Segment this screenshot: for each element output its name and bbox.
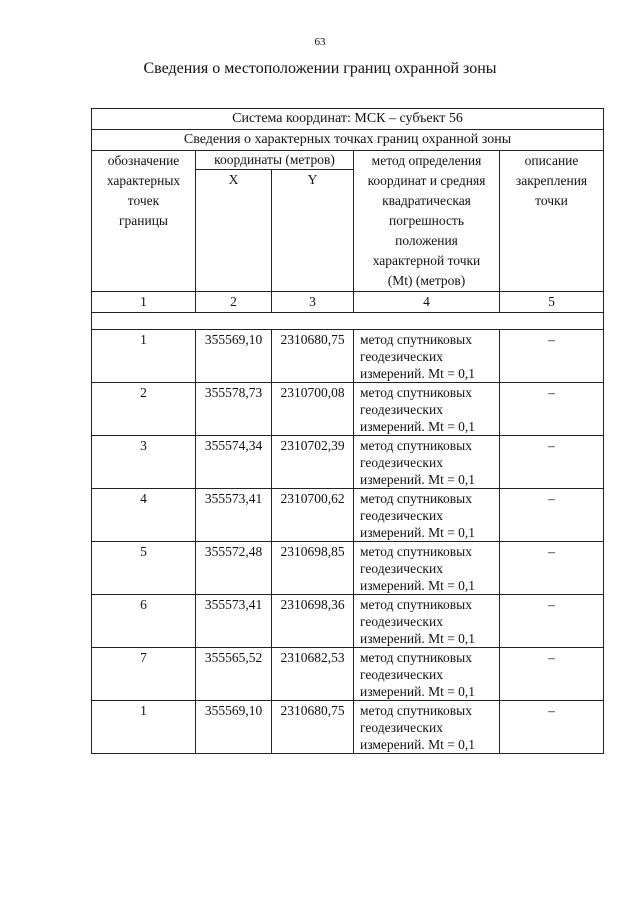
y-coordinate-cell: 2310702,39 — [272, 436, 354, 489]
column-number: 1 — [92, 292, 196, 313]
y-coordinate-cell: 2310698,85 — [272, 542, 354, 595]
y-coordinate-cell: 2310680,75 — [272, 701, 354, 754]
header-designation: обозначение характерных точек границы — [92, 151, 196, 292]
column-numbers-row — [92, 292, 604, 313]
header-method: метод определения координат и средняя квадратическая погрешность положения характерной точки (Mt) (метров) — [354, 151, 500, 292]
y-coordinate-cell: 2310682,53 — [272, 648, 354, 701]
method-cell: метод спутниковых геодезических измерений. Mt = 0,1 — [354, 648, 500, 701]
table-row — [92, 330, 604, 383]
point-number-cell: 7 — [92, 648, 196, 701]
x-coordinate-cell: 355572,48 — [196, 542, 272, 595]
header-y: Y — [272, 170, 354, 292]
spacer-row — [92, 313, 604, 330]
header-description: описание закрепления точки — [500, 151, 604, 292]
method-cell: метод спутниковых геодезических измерений. Mt = 0,1 — [354, 542, 500, 595]
point-number-cell: 3 — [92, 436, 196, 489]
description-cell: – — [500, 648, 604, 701]
x-coordinate-cell: 355573,41 — [196, 595, 272, 648]
document-title: Сведения о местоположении границ охранной зоны — [143, 60, 497, 77]
method-cell: метод спутниковых геодезических измерений. Mt = 0,1 — [354, 330, 500, 383]
section-row — [92, 130, 604, 151]
y-coordinate-cell: 2310698,36 — [272, 595, 354, 648]
x-coordinate-cell: 355574,34 — [196, 436, 272, 489]
point-number-cell: 4 — [92, 489, 196, 542]
table-row — [92, 489, 604, 542]
method-cell: метод спутниковых геодезических измерений. Mt = 0,1 — [354, 595, 500, 648]
x-coordinate-cell: 355565,52 — [196, 648, 272, 701]
header-coordinates: координаты (метров) — [196, 151, 354, 170]
point-number-cell: 1 — [92, 330, 196, 383]
point-number-cell: 1 — [92, 701, 196, 754]
column-number: 5 — [500, 292, 604, 313]
section-cell: Сведения о характерных точках границ охранной зоны — [92, 130, 604, 151]
coordinate-system-cell: Система координат: МСК – субъект 56 — [92, 109, 604, 130]
point-number-cell: 6 — [92, 595, 196, 648]
description-cell: – — [500, 489, 604, 542]
x-coordinate-cell: 355569,10 — [196, 330, 272, 383]
method-cell: метод спутниковых геодезических измерений. Mt = 0,1 — [354, 701, 500, 754]
x-coordinate-cell: 355569,10 — [196, 701, 272, 754]
method-cell: метод спутниковых геодезических измерений. Mt = 0,1 — [354, 436, 500, 489]
method-cell: метод спутниковых геодезических измерений. Mt = 0,1 — [354, 489, 500, 542]
method-cell: метод спутниковых геодезических измерений. Mt = 0,1 — [354, 383, 500, 436]
coordinate-system-row — [92, 109, 604, 130]
y-coordinate-cell: 2310680,75 — [272, 330, 354, 383]
column-number: 2 — [196, 292, 272, 313]
description-cell: – — [500, 330, 604, 383]
table-row — [92, 436, 604, 489]
table-row — [92, 595, 604, 648]
spacer-cell — [92, 313, 604, 330]
column-number: 3 — [272, 292, 354, 313]
header-x: X — [196, 170, 272, 292]
table-row — [92, 542, 604, 595]
column-number: 4 — [354, 292, 500, 313]
point-number-cell: 5 — [92, 542, 196, 595]
coordinates-table — [91, 108, 604, 754]
table-row — [92, 648, 604, 701]
point-number-cell: 2 — [92, 383, 196, 436]
table-row — [92, 701, 604, 754]
page-number: 63 — [314, 36, 326, 48]
description-cell: – — [500, 436, 604, 489]
description-cell: – — [500, 542, 604, 595]
description-cell: – — [500, 701, 604, 754]
description-cell: – — [500, 595, 604, 648]
description-cell: – — [500, 383, 604, 436]
y-coordinate-cell: 2310700,62 — [272, 489, 354, 542]
x-coordinate-cell: 355573,41 — [196, 489, 272, 542]
table-row — [92, 383, 604, 436]
x-coordinate-cell: 355578,73 — [196, 383, 272, 436]
header-row — [92, 151, 604, 170]
y-coordinate-cell: 2310700,08 — [272, 383, 354, 436]
